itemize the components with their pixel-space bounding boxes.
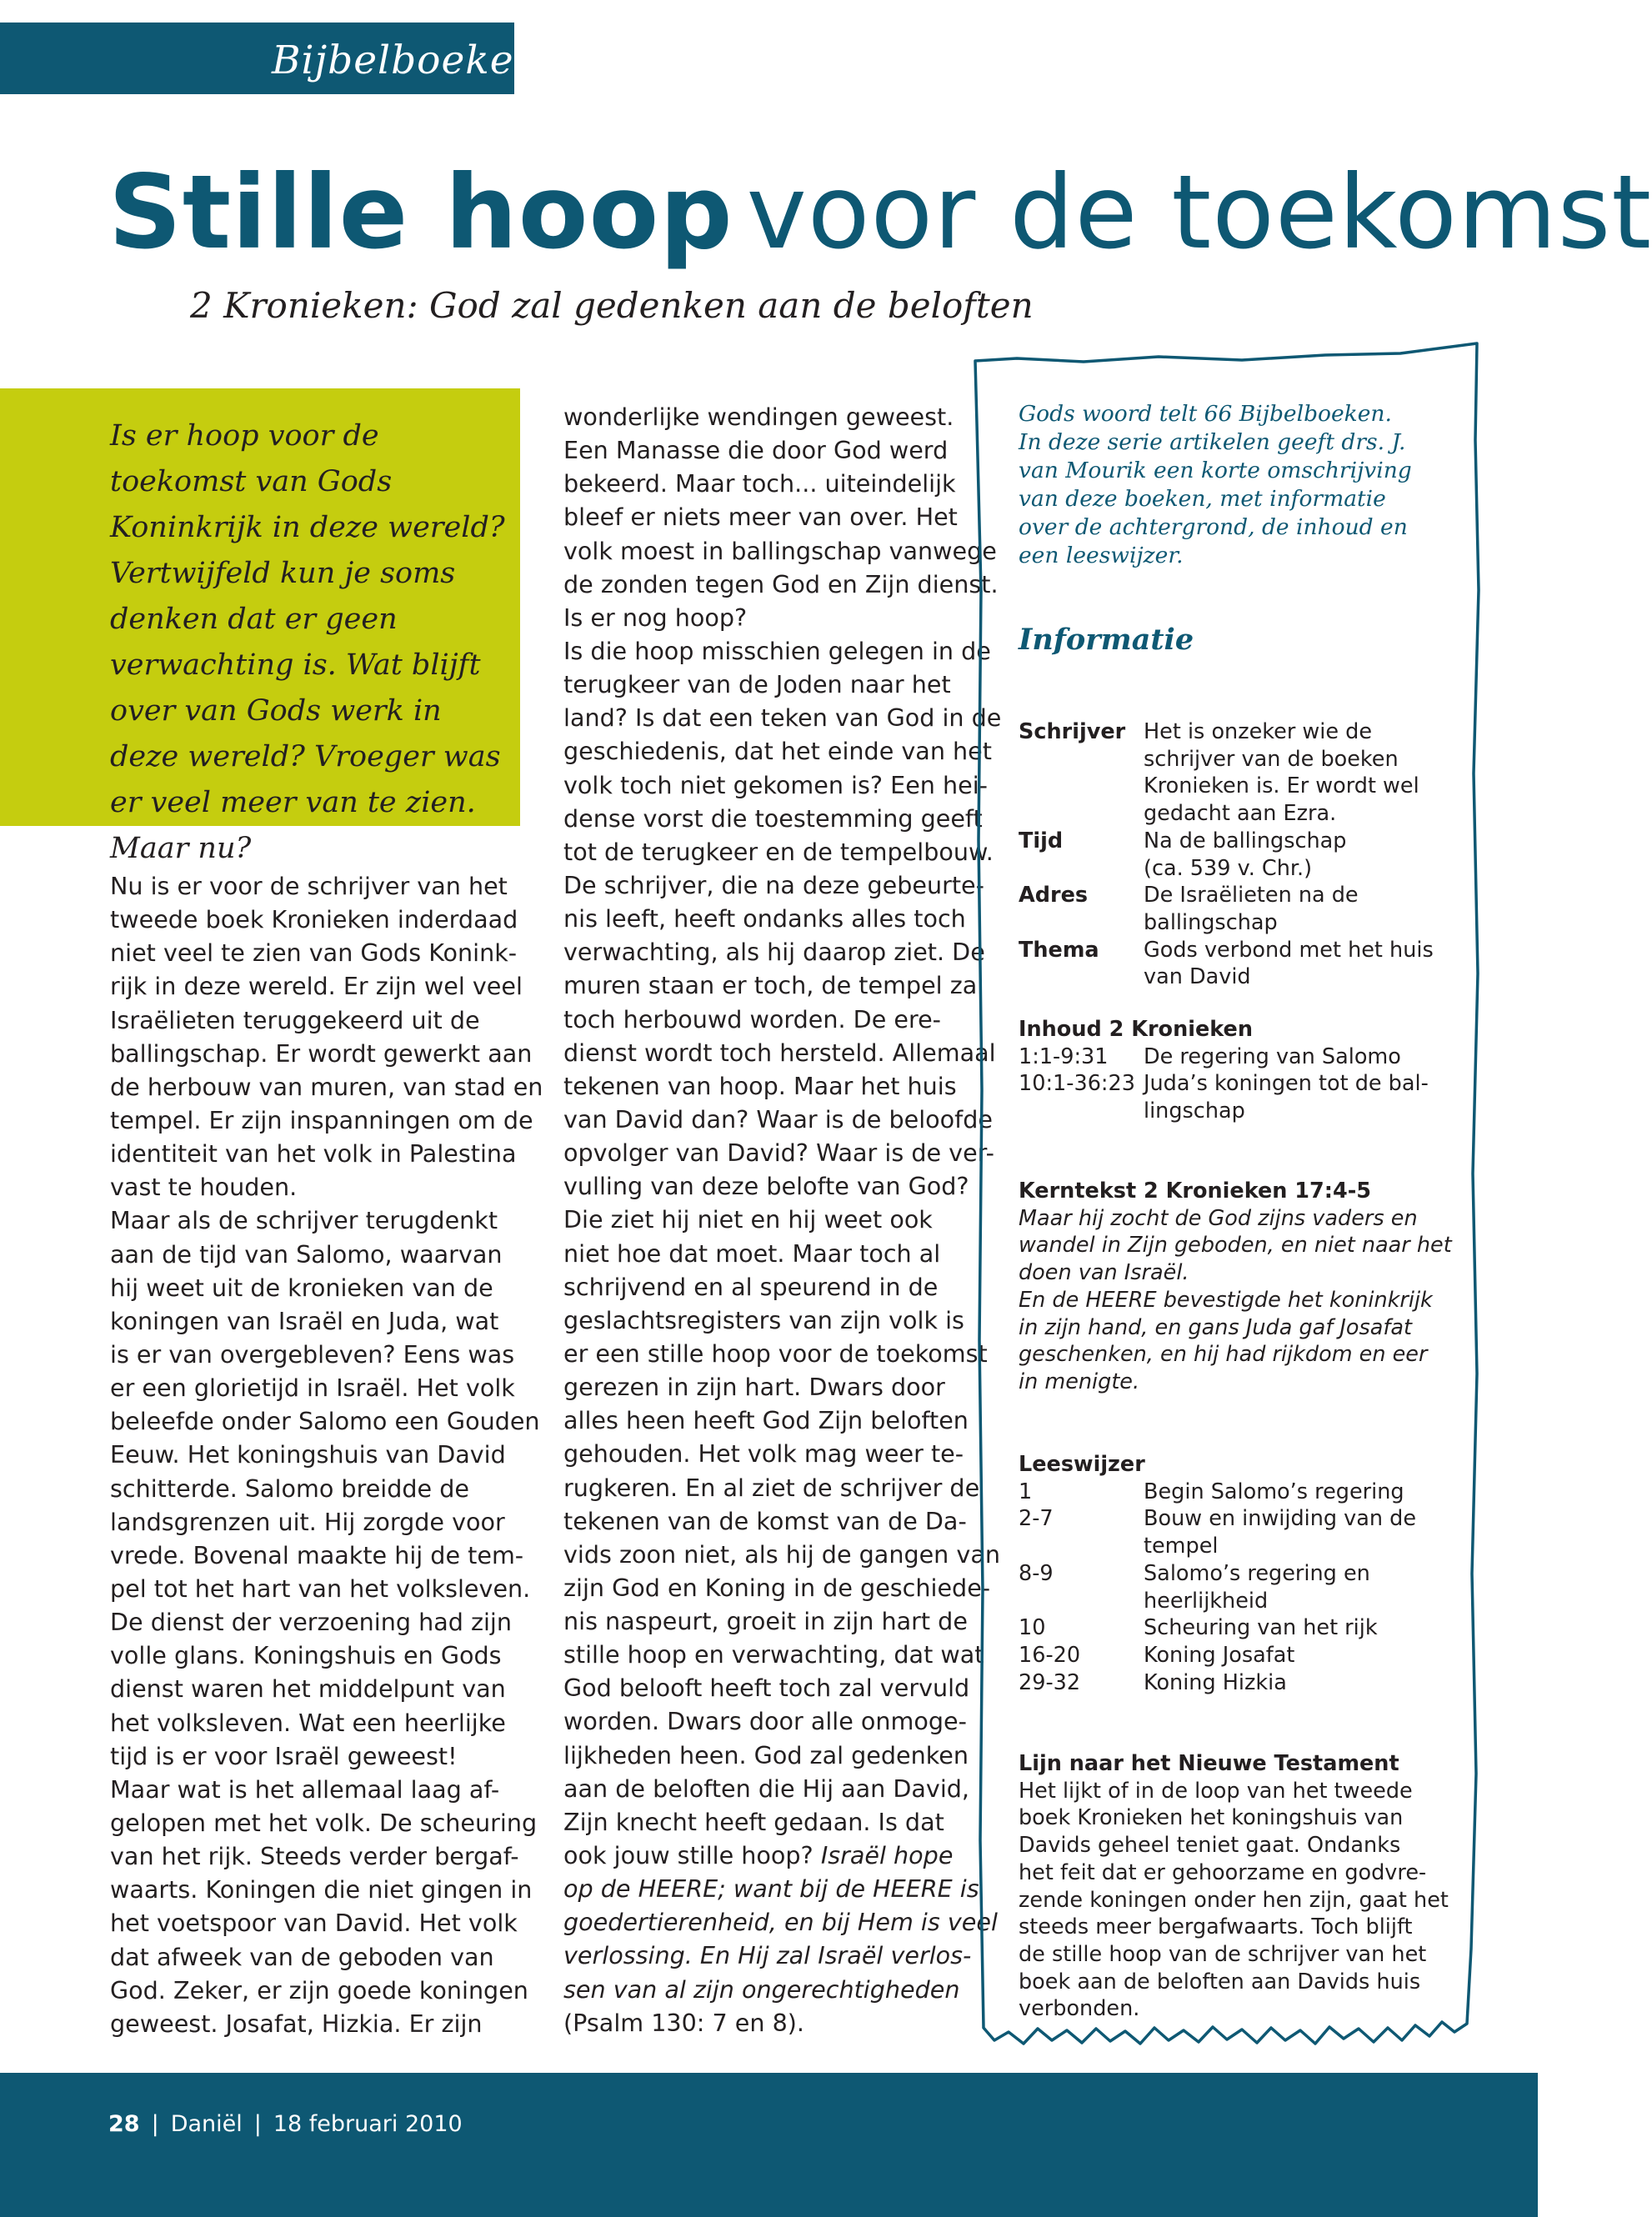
table-row	[1019, 1505, 1452, 1559]
body-text: lijkheden heen. God zal gedenken	[563, 1740, 969, 1769]
row-value-line: Het is onzeker wie de	[1144, 719, 1373, 744]
body-text: (Psalm 130: 7 en 8).	[563, 2008, 805, 2037]
sidebar-intro-line: van Mourik een korte omschrijving	[1019, 458, 1412, 483]
row-key: Adres	[1019, 883, 1089, 908]
body-line: dienst waren het middelpunt van	[110, 1674, 506, 1704]
row-value-line: Juda’s koningen tot de bal-	[1144, 1071, 1429, 1097]
body-line	[563, 968, 1001, 1002]
body-line: hij weet uit de kronieken van de	[110, 1273, 493, 1302]
body-line	[563, 802, 1001, 835]
text-line: Davids geheel teniet gaat. Ondanks	[1019, 1833, 1401, 1859]
body-text: bleef er niets meer van over. Het	[563, 503, 958, 532]
body-text: land? Is dat een teken van God in de	[563, 703, 1002, 733]
body-line: volle glans. Koningshuis en Gods	[110, 1641, 502, 1670]
footer-separator: |	[151, 2111, 159, 2137]
table-row	[1019, 937, 1452, 991]
row-value-line: De regering van Salomo	[1144, 1043, 1401, 1069]
body-text: terugkeer van de Joden naar het	[563, 670, 951, 699]
body-line	[563, 668, 1001, 701]
row-value	[1144, 1560, 1452, 1614]
table-row	[1019, 1479, 1452, 1506]
body-line: aan de tijd van Salomo, waarvan	[110, 1239, 503, 1269]
text-line: boek Kronieken het koningshuis van	[1019, 1805, 1404, 1831]
scripture-quote: verlossing. En Hij zal Israël verlos-	[563, 1941, 972, 1970]
text-line: boek aan de beloften aan Davids huis	[1019, 1969, 1421, 1994]
scripture-quote: goedertierenheid, en bij Hem is veel	[563, 1908, 998, 1937]
row-value-line: Gods verbond met het huis	[1144, 937, 1434, 963]
body-line: Nu is er voor de schrijver van het	[110, 872, 508, 900]
body-line	[563, 734, 1001, 768]
row-key: 16-20	[1019, 1642, 1081, 1668]
section-tab	[0, 23, 540, 94]
body-text: toch herbouwd worden. De ere-	[563, 1004, 942, 1033]
body-line: beleefde onder Salomo een Gouden	[110, 1407, 540, 1436]
table-row	[1019, 1070, 1452, 1124]
table-row	[1019, 1560, 1452, 1614]
row-value-line: De Israëlieten na de	[1144, 883, 1359, 908]
body-line	[563, 1839, 1001, 1872]
row-value	[1144, 1614, 1452, 1642]
body-line: Israëlieten teruggekeerd uit de	[110, 1005, 480, 1034]
row-value-line: gedacht aan Ezra.	[1144, 801, 1337, 827]
body-text: tekenen van de komst van de Da-	[563, 1506, 967, 1535]
row-value-line: Koning Hizkia	[1144, 1669, 1287, 1695]
row-value	[1144, 1043, 1452, 1071]
body-line: het volksleven. Wat een heerlijke	[110, 1708, 506, 1737]
text-line: in zijn hand, en gans Juda gaf Josafat	[1019, 1314, 1412, 1340]
table-row	[1019, 718, 1452, 828]
row-value-line: Na de ballingschap	[1144, 828, 1347, 853]
inhoud-section	[1019, 1016, 1452, 1125]
body-line	[563, 1604, 1001, 1638]
body-line	[563, 1571, 1001, 1604]
informatie-heading: Informatie	[1019, 623, 1194, 657]
scripture-quote: op de HEERE; want bij de HEERE is	[563, 1874, 979, 1904]
inhoud-heading: Inhoud 2 Kronieken	[1019, 1017, 1253, 1042]
body-line	[563, 1237, 1001, 1270]
sidebar-intro-line: In deze serie artikelen geeft drs. J.	[1019, 429, 1406, 455]
table-row	[1019, 1614, 1452, 1642]
body-line: dat afweek van de geboden van	[110, 1942, 494, 1971]
row-value	[1144, 1479, 1452, 1506]
lijn-text	[1019, 1778, 1452, 2023]
body-line: pel tot het hart van het volksleven.	[110, 1574, 531, 1603]
body-text: opvolger van David? Waar is de ver-	[563, 1139, 994, 1168]
body-text: ook jouw stille hoop?	[563, 1841, 821, 1870]
body-column-1	[110, 869, 543, 2040]
body-line	[563, 1872, 1001, 1905]
row-value-line: Salomo’s regering en	[1144, 1560, 1370, 1586]
title-light: voor de toekomst	[746, 153, 1652, 272]
body-line: waarts. Koningen die niet gingen in	[110, 1875, 533, 1904]
body-text: Is er nog hoop?	[563, 603, 748, 632]
body-line: Maar wat is het allemaal laag af-	[110, 1774, 500, 1804]
body-line	[563, 1136, 1001, 1169]
table-row	[1019, 882, 1452, 936]
body-line: van het rijk. Steeds verder bergaf-	[110, 1842, 519, 1871]
body-line	[563, 1370, 1001, 1404]
body-text: rugkeren. En al ziet de schrijver de	[563, 1473, 980, 1502]
body-line	[563, 935, 1001, 968]
body-line: is er van overgebleven? Eens was	[110, 1339, 515, 1369]
body-text: tekenen van hoop. Maar het huis	[563, 1071, 957, 1100]
body-line: het voetspoor van David. Het volk	[110, 1909, 518, 1938]
body-line: er een glorietijd in Israël. Het volk	[110, 1374, 515, 1403]
body-line: ballingschap. Er wordt gewerkt aan	[110, 1038, 533, 1068]
text-line: Het lijkt of in de loop van het tweede	[1019, 1778, 1413, 1804]
footer-separator: |	[253, 2111, 262, 2137]
sidebar-intro-line: van deze boeken, met informatie	[1019, 486, 1386, 512]
subtitle: 2 Kronieken: God zal gedenken aan de beloften	[190, 285, 1034, 326]
title-bold: Stille hoop	[108, 153, 733, 272]
body-text: nis leeft, heeft ondanks alles toch	[563, 904, 966, 933]
body-line	[563, 1471, 1001, 1504]
text-line: En de HEERE bevestigde het koninkrijk	[1019, 1287, 1433, 1313]
body-text: wonderlijke wendingen geweest.	[563, 403, 954, 431]
row-value	[1144, 1070, 1452, 1124]
sidebar-intro-line: een leeswijzer.	[1019, 543, 1184, 568]
body-text: Een Manasse die door God werd	[563, 436, 949, 465]
body-text: niet hoe dat moet. Maar toch al	[563, 1239, 941, 1268]
body-text: schrijvend en al speurend in de	[563, 1272, 939, 1301]
body-line	[563, 1671, 1001, 1704]
body-line: De dienst der verzoening had zijn	[110, 1608, 512, 1637]
body-line	[563, 433, 1001, 467]
body-text: alles heen heeft God Zijn beloften	[563, 1406, 969, 1435]
row-key: Thema	[1019, 937, 1099, 963]
row-value	[1144, 1642, 1452, 1669]
row-key: 10:1-36:23	[1019, 1071, 1135, 1097]
page-number: 28	[108, 2111, 140, 2137]
body-line: gelopen met het volk. De scheuring	[110, 1808, 538, 1837]
sidebar-intro-line: over de achtergrond, de inhoud en	[1019, 514, 1408, 540]
body-text: zijn God en Koning in de geschiede-	[563, 1573, 991, 1602]
sidebar	[1019, 400, 1452, 2022]
leeswijzer-heading: Leeswijzer	[1019, 1452, 1145, 1477]
row-value	[1144, 1669, 1452, 1697]
body-text: vids zoon niet, als hij de gangen van	[563, 1539, 1000, 1569]
row-value	[1144, 937, 1452, 991]
body-line	[563, 1772, 1001, 1805]
body-line	[563, 1036, 1001, 1069]
body-text: aan de beloften die Hij aan David,	[563, 1774, 970, 1803]
body-line	[563, 1939, 1001, 1972]
body-text: De schrijver, die na deze gebeurte-	[563, 870, 984, 899]
body-line	[563, 534, 1001, 568]
body-line	[563, 835, 1001, 868]
body-line	[563, 1069, 1001, 1103]
body-line	[563, 1504, 1001, 1538]
body-text: Die ziet hij niet en hij weet ook	[563, 1205, 933, 1234]
info-table	[1019, 718, 1452, 991]
body-line: koningen van Israël en Juda, wat	[110, 1306, 499, 1335]
row-value-line: Koning Josafat	[1144, 1642, 1295, 1668]
table-row	[1019, 1642, 1452, 1669]
table-row	[1019, 828, 1452, 882]
body-line	[563, 1304, 1001, 1337]
body-line	[563, 601, 1001, 634]
footer	[0, 2073, 1538, 2217]
body-line	[563, 1270, 1001, 1304]
text-line: verbonden.	[1019, 1996, 1140, 2022]
body-line	[563, 1739, 1001, 1772]
row-value-line: schrijver van de boeken	[1144, 746, 1399, 772]
table-row	[1019, 1043, 1452, 1071]
table-row	[1019, 1669, 1452, 1697]
body-line	[563, 902, 1001, 935]
body-line	[563, 1203, 1001, 1236]
row-value	[1144, 718, 1452, 828]
row-value-line: lingschap	[1144, 1098, 1245, 1124]
body-line	[563, 634, 1001, 668]
body-text: er een stille hoop voor de toekomst	[563, 1339, 988, 1368]
body-text: tot de terugkeer en de tempelbouw.	[563, 837, 994, 866]
body-text: bekeerd. Maar toch... uiteindelijk	[563, 469, 956, 498]
body-text: stille hoop en verwachting, dat wat	[563, 1640, 984, 1669]
row-value-line: tempel	[1144, 1534, 1219, 1559]
body-line	[563, 1437, 1001, 1470]
body-line	[563, 1905, 1001, 1939]
body-line	[563, 1003, 1001, 1036]
row-value	[1144, 828, 1452, 882]
body-line: schitterde. Salomo breidde de	[110, 1474, 469, 1503]
body-text: de zonden tegen God en Zijn dienst.	[563, 569, 999, 598]
body-line	[563, 868, 1001, 902]
leeswijzer-table	[1019, 1479, 1452, 1697]
kerntekst-text	[1019, 1205, 1452, 1396]
lijn-section	[1019, 1750, 1452, 2023]
kerntekst-section	[1019, 1178, 1452, 1396]
body-text: Zijn knecht heeft gedaan. Is dat	[563, 1807, 944, 1836]
body-line	[563, 1704, 1001, 1738]
row-value-line: ballingschap	[1144, 909, 1278, 935]
scripture-quote: sen van al zijn ongerechtigheden	[563, 1974, 960, 2004]
text-line: doen van Israël.	[1019, 1260, 1189, 1286]
body-line: tweede boek Kronieken inderdaad	[110, 905, 518, 934]
text-line: zende koningen onder hen zijn, gaat het	[1019, 1887, 1449, 1913]
body-text: nis naspeurt, groeit in zijn hart de	[563, 1607, 968, 1636]
intro-text: Is er hoop voor de toekomst van Gods Koninkrijk in deze wereld? Vertwijfeld kun je soms denken dat er geen verwachting is. Wat blijft over van Gods werk in deze wereld? Vroeger was er veel meer van te zien. Maar nu?	[110, 419, 505, 865]
body-line	[563, 1337, 1001, 1370]
section-label: Bijbelboeken	[272, 38, 540, 83]
row-key: Schrijver	[1019, 719, 1126, 744]
body-line	[563, 768, 1001, 802]
body-line: God. Zeker, er zijn goede koningen	[110, 1975, 528, 2004]
body-line: rijk in deze wereld. Er zijn wel veel	[110, 972, 523, 1001]
body-line	[563, 1973, 1001, 2006]
body-text: vulling van deze belofte van God?	[563, 1172, 969, 1201]
body-line: landsgrenzen uit. Hij zorgde voor	[110, 1507, 505, 1536]
body-line	[563, 1169, 1001, 1203]
body-line	[563, 2006, 1001, 2039]
scripture-quote: Israël hope	[820, 1841, 954, 1870]
body-line: Eeuw. Het koningshuis van David	[110, 1440, 506, 1469]
row-key: 8-9	[1019, 1560, 1054, 1586]
text-line: het feit dat er gehoorzame en godvre-	[1019, 1859, 1427, 1885]
row-value-line: heerlijkheid	[1144, 1588, 1269, 1614]
row-value-line: Kronieken is. Er wordt wel	[1144, 773, 1419, 799]
body-text: gerezen in zijn hart. Dwars door	[563, 1373, 945, 1402]
page-title	[108, 150, 1652, 275]
body-line: de herbouw van muren, van stad en	[110, 1072, 543, 1101]
row-value-line: Scheuring van het rijk	[1144, 1615, 1378, 1641]
body-line	[563, 1103, 1001, 1136]
body-line: identiteit van het volk in Palestina	[110, 1139, 517, 1169]
body-text: verwachting, als hij daarop ziet. De	[563, 938, 985, 967]
text-line: Maar hij zocht de God zijns vaders en	[1019, 1205, 1418, 1231]
row-key: 1:1-9:31	[1019, 1043, 1109, 1069]
row-key: 10	[1019, 1615, 1046, 1641]
body-line	[563, 568, 1001, 601]
body-text: dense vorst die toestemming geeft	[563, 803, 983, 833]
text-line: de stille hoop van de schrijver van het	[1019, 1941, 1427, 1967]
row-value-line: Bouw en inwijding van de	[1144, 1506, 1417, 1532]
body-line: niet veel te zien van Gods Konink-	[110, 938, 518, 968]
body-line	[563, 400, 1001, 433]
row-value	[1144, 882, 1452, 936]
body-text: worden. Dwars door alle onmoge-	[563, 1707, 967, 1736]
body-line	[563, 500, 1001, 533]
row-key: 2-7	[1019, 1506, 1054, 1532]
intro-box	[0, 388, 520, 865]
row-value	[1144, 1505, 1452, 1559]
row-key: 1	[1019, 1479, 1033, 1504]
body-line	[563, 1638, 1001, 1671]
body-line: geweest. Josafat, Hizkia. Er zijn	[110, 2009, 483, 2038]
body-line: tempel. Er zijn inspanningen om de	[110, 1105, 533, 1134]
text-line: steeds meer bergafwaarts. Toch blijft	[1019, 1914, 1413, 1940]
body-text: geschiedenis, dat het einde van het	[563, 737, 992, 766]
row-value-line: van David	[1144, 964, 1251, 990]
leeswijzer-section	[1019, 1451, 1452, 1696]
body-text: geslachtsregisters van zijn volk is	[563, 1305, 964, 1334]
row-value-line: (ca. 539 v. Chr.)	[1144, 855, 1313, 881]
body-text: gehouden. Het volk mag weer te-	[563, 1439, 964, 1469]
kerntekst-heading: Kerntekst 2 Kronieken 17:4-5	[1019, 1179, 1372, 1204]
body-text: volk toch niet gekomen is? Een hei-	[563, 770, 988, 799]
body-text: Is die hoop misschien gelegen in de	[563, 636, 991, 665]
text-line: in menigte.	[1019, 1369, 1140, 1394]
body-text: dienst wordt toch hersteld. Allemaal	[563, 1038, 996, 1067]
body-line	[563, 1538, 1001, 1571]
body-line	[563, 701, 1001, 734]
sidebar-intro-line: Gods woord telt 66 Bijbelboeken.	[1019, 401, 1392, 427]
body-text: volk moest in ballingschap vanwege	[563, 536, 997, 565]
text-line: wandel in Zijn geboden, en niet naar het	[1019, 1233, 1452, 1259]
body-line: vast te houden.	[110, 1173, 298, 1202]
row-key: Tijd	[1019, 828, 1064, 853]
body-text: God belooft heeft toch zal vervuld	[563, 1674, 970, 1703]
body-line	[563, 1404, 1001, 1437]
body-text: muren staan er toch, de tempel zal	[563, 971, 984, 1000]
magazine-name: Daniël	[170, 2111, 243, 2137]
body-text: van David dan? Waar is de beloofde	[563, 1104, 993, 1134]
body-line: tijd is er voor Israël geweest!	[110, 1741, 458, 1770]
body-line	[563, 1805, 1001, 1839]
body-line: vrede. Bovenal maakte hij de tem-	[110, 1540, 524, 1569]
sidebar-intro	[1019, 400, 1452, 570]
body-line: Maar als de schrijver terugdenkt	[110, 1206, 498, 1235]
inhoud-table	[1019, 1043, 1452, 1125]
body-column-2	[563, 400, 1001, 2039]
issue-date: 18 februari 2010	[273, 2111, 463, 2137]
body-line	[563, 467, 1001, 500]
lijn-heading: Lijn naar het Nieuwe Testament	[1019, 1751, 1399, 1776]
row-value-line: Begin Salomo’s regering	[1144, 1479, 1404, 1504]
footer-text	[108, 2111, 463, 2137]
row-key: 29-32	[1019, 1669, 1081, 1695]
text-line: geschenken, en hij had rijkdom en eer	[1019, 1342, 1428, 1368]
